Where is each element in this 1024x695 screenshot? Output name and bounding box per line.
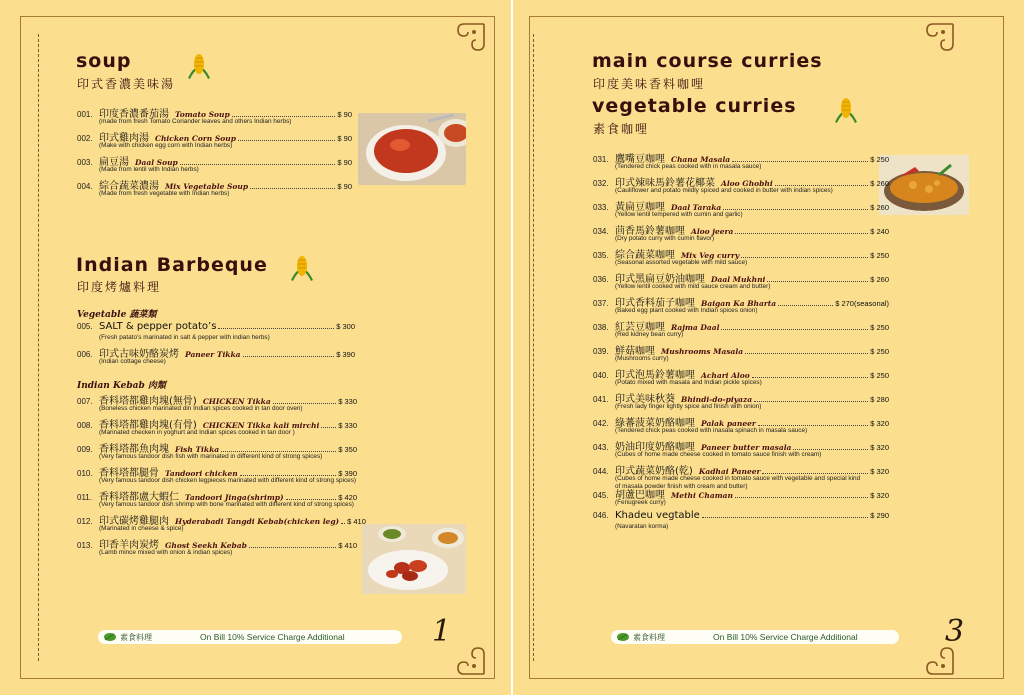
menu-item xyxy=(593,486,889,510)
item-number: 010. xyxy=(77,469,93,478)
leader-dots xyxy=(321,420,336,428)
item-price: $ 350 xyxy=(338,445,357,454)
leader-dots xyxy=(240,468,337,476)
item-number: 031. xyxy=(593,155,609,164)
item-name-chinese: 印式雞肉湯 xyxy=(99,133,149,144)
item-name-english: Achari Aloo xyxy=(701,371,750,380)
item-number: 003. xyxy=(77,158,93,167)
leader-dots xyxy=(286,492,337,500)
menu-page-left xyxy=(0,0,511,695)
leader-dots xyxy=(775,178,869,186)
item-name-chinese: 印香羊肉炭烤 xyxy=(99,540,159,551)
corner-ornament-icon xyxy=(452,22,486,56)
item-name-chinese: 印式古味奶酪炭烤 xyxy=(99,349,179,360)
item-description: (Potato mixed with masala and Indian pickle spices) xyxy=(615,379,762,386)
leader-dots xyxy=(762,466,868,474)
item-price: $ 250 xyxy=(870,371,889,380)
main-course-subtitle: 印度美味香料咖哩 xyxy=(593,77,706,91)
leader-dots xyxy=(735,490,868,498)
item-name-chinese: 印式碳烤雞腿肉 xyxy=(99,516,169,527)
item-name-chinese: 奶油印度奶酪咖哩 xyxy=(615,442,695,453)
leader-dots xyxy=(767,274,868,282)
soup-subtitle: 印式香濃美味湯 xyxy=(77,77,176,91)
item-name-chinese: 印式辣味馬鈴薯花椰菜 xyxy=(615,178,715,189)
item-description: (Dry potato curry with cumin flavor) xyxy=(615,235,715,242)
item-price: $ 90 xyxy=(337,110,352,119)
leader-dots xyxy=(723,202,868,210)
item-name-chinese: 綜合蔬菜咖哩 xyxy=(615,250,675,261)
item-number: 009. xyxy=(77,445,93,454)
item-price: $ 300 xyxy=(336,322,355,331)
leader-dots xyxy=(702,510,868,518)
item-number: 002. xyxy=(77,134,93,143)
chana-masala-photo xyxy=(879,155,969,215)
menu-item xyxy=(77,321,355,345)
item-name-english: Bhindi-do-piyaza xyxy=(681,395,753,404)
item-price: $ 290 xyxy=(870,511,889,520)
item-number: 007. xyxy=(77,397,93,406)
item-number: 046. xyxy=(593,511,609,520)
item-price: $ 250 xyxy=(870,347,889,356)
item-number: 037. xyxy=(593,299,609,308)
leader-dots xyxy=(793,442,868,450)
item-number: 036. xyxy=(593,275,609,284)
item-name-chinese: 印度香濃番茄湯 xyxy=(99,109,169,120)
tomato-soup-photo xyxy=(358,113,466,185)
menu-item xyxy=(593,342,889,366)
item-name-chinese: 扁豆湯 xyxy=(99,157,129,168)
item-price: $ 320 xyxy=(870,491,889,500)
item-price: $ 260 xyxy=(870,275,889,284)
menu-item xyxy=(77,345,355,369)
main-course-title: main course curries xyxy=(592,50,823,72)
vegetarian-label-text: 素食料理 xyxy=(633,632,665,642)
item-description: (Indian cottage cheese) xyxy=(99,358,166,365)
item-name-chinese: 香料塔都雞肉塊(有骨) xyxy=(99,420,197,431)
item-description: (Very famous tandoor dish fish with marinated in different kind of strong spices) xyxy=(99,453,323,460)
soup-title: soup xyxy=(76,50,132,72)
item-price: $ 90 xyxy=(337,182,352,191)
corn-icon xyxy=(287,254,317,284)
item-name-english: Mix Veg curry xyxy=(681,251,740,260)
item-description: (Fenugreek curry) xyxy=(615,499,666,506)
menu-item xyxy=(593,270,889,294)
item-price: $ 330 xyxy=(338,397,357,406)
vegetable-curries-subtitle: 素食咖哩 xyxy=(593,122,650,136)
menu-item xyxy=(593,294,889,318)
item-description: (Cubes of home made cheese cooked in tomato sauce finish with cream) xyxy=(615,451,822,458)
menu-item xyxy=(77,536,357,560)
leader-dots xyxy=(741,250,868,258)
item-name-english: Mix Vegetable Soup xyxy=(165,182,249,191)
item-number: 008. xyxy=(77,421,93,430)
leader-dots xyxy=(243,349,335,357)
item-price: $ 320 xyxy=(870,443,889,452)
menu-item xyxy=(593,462,889,490)
item-description: (Fresh patato’s marinated in salt & pepper with indian herbs) xyxy=(99,334,270,341)
item-description: (Marinated checken in yoghurt and Indian spices cooked in tan door ) xyxy=(99,429,295,436)
menu-item xyxy=(593,510,889,534)
item-description: (Lamb mince mixed with onion & indian spices) xyxy=(99,549,233,556)
item-description: (Made from fresh vegetable with Indian herbs) xyxy=(99,190,230,197)
item-name-chinese: 茴香馬鈴薯咖哩 xyxy=(615,226,685,237)
corner-ornament-icon xyxy=(921,22,955,56)
item-name-chinese: 綠蕃菠菜奶酪咖哩 xyxy=(615,418,695,429)
item-description: (Yellow lentil tempered with cumin and garlic) xyxy=(615,211,743,218)
item-price: $ 280 xyxy=(870,395,889,404)
item-number: 004. xyxy=(77,182,93,191)
item-name-chinese: 印式泡馬鈴薯咖哩 xyxy=(615,370,695,381)
service-charge-note: On Bill 10% Service Charge Additional xyxy=(713,632,858,642)
item-number: 043. xyxy=(593,443,609,452)
vegetarian-label xyxy=(617,632,665,643)
item-description: (Seasonal assorted vegetable with mild sauce) xyxy=(615,259,748,266)
item-number: 035. xyxy=(593,251,609,260)
item-description: (Boneless chicken marinated din Indian spices cooked in tan door oven) xyxy=(99,405,303,412)
item-name-english: Daal Taraka xyxy=(671,203,722,212)
item-number: 006. xyxy=(77,350,93,359)
item-number: 042. xyxy=(593,419,609,428)
corn-icon xyxy=(184,52,214,82)
item-name-english: Tandoori Jinga(shrimp) xyxy=(185,493,284,502)
item-number: 001. xyxy=(77,110,93,119)
item-name-english: CHICKEN Tikka xyxy=(202,397,271,406)
bbq-title: Indian Barbeque xyxy=(76,254,268,276)
item-number: 041. xyxy=(593,395,609,404)
item-name-chinese: 香料塔都魚肉塊 xyxy=(99,444,169,455)
item-price: $ 250 xyxy=(870,323,889,332)
menu-item xyxy=(77,464,357,488)
leader-dots xyxy=(249,540,336,548)
item-name-english: Palak paneer xyxy=(701,419,756,428)
item-name-english: Paneer butter masala xyxy=(701,443,792,452)
item-name-english: CHICKEN Tikka kali mirchi xyxy=(202,421,320,430)
item-name-english: Baigan Ka Bharta xyxy=(701,299,777,308)
menu-item xyxy=(593,174,889,198)
leader-dots xyxy=(221,444,336,452)
item-description: (Yellow lentil cooked with mild sauce cream and butter) xyxy=(615,283,771,290)
menu-item xyxy=(593,150,889,174)
item-description: (Baked egg plant cooked with Indian spices onion) xyxy=(615,307,758,314)
menu-item xyxy=(593,222,889,246)
item-price: $ 260 xyxy=(870,203,889,212)
footer-bar xyxy=(611,630,899,644)
item-description: (Red kidney bean curry) xyxy=(615,331,684,338)
item-number: 011. xyxy=(77,493,92,502)
menu-item xyxy=(77,392,357,416)
menu-item xyxy=(593,198,889,222)
item-name-chinese: 鷹嘴豆咖哩 xyxy=(615,154,665,165)
item-price: $ 320 xyxy=(870,419,889,428)
item-price: $ 270(seasonal) xyxy=(835,299,889,308)
item-number: 044. xyxy=(593,467,609,476)
vegetable-subheading: Vegetable 蔬菜類 xyxy=(77,310,157,320)
item-name-english: Fish Tikka xyxy=(175,445,220,454)
menu-item xyxy=(593,390,889,414)
item-description: (Very famous tandoor dish shrimp with bone marinated with different kind of strong spices) xyxy=(99,501,354,508)
menu-item xyxy=(593,246,889,270)
leaf-icon xyxy=(104,632,116,642)
item-price: $ 320 xyxy=(870,467,889,476)
leader-dots xyxy=(721,322,868,330)
tandoori-photo xyxy=(362,524,466,594)
item-price: $ 250 xyxy=(870,251,889,260)
item-name-chinese: 黃扁豆咖哩 xyxy=(615,202,665,213)
item-name-chinese: Khadeu vegtable xyxy=(615,510,700,521)
footer-bar xyxy=(98,630,402,644)
item-number: 034. xyxy=(593,227,609,236)
item-name-chinese: 鮮菇咖哩 xyxy=(615,346,655,357)
menu-item xyxy=(593,366,889,390)
menu-item xyxy=(77,177,352,201)
leader-dots xyxy=(735,226,868,234)
kebab-subheading: Indian Kebab 肉類 xyxy=(77,381,166,391)
menu-page-right xyxy=(513,0,1024,695)
item-description: (Cauliflower and potato mildly spiced and cooked in butter with indian spices) xyxy=(615,187,833,194)
item-name-chinese: 印式美味秋葵 xyxy=(615,394,675,405)
corn-icon xyxy=(831,96,861,126)
service-charge-note: On Bill 10% Service Charge Additional xyxy=(200,632,345,642)
item-name-english: Ghost Seekh Kebab xyxy=(165,541,247,550)
leader-dots xyxy=(238,133,335,141)
page-number: 1 xyxy=(432,614,452,649)
item-number: 013. xyxy=(77,541,93,550)
item-price: $ 90 xyxy=(337,158,352,167)
item-price: $ 240 xyxy=(870,227,889,236)
item-name-chinese: 香料塔都腿骨 xyxy=(99,468,159,479)
item-name-english: Chana Masala xyxy=(671,155,731,164)
menu-item xyxy=(77,129,352,153)
leader-dots xyxy=(778,298,833,306)
item-price: $ 330 xyxy=(338,421,357,430)
leader-dots xyxy=(758,418,868,426)
menu-item xyxy=(77,416,357,440)
leader-dots xyxy=(745,346,868,354)
leader-dots xyxy=(273,396,336,404)
item-name-chinese: SALT & pepper potato’s xyxy=(99,321,217,332)
item-name-chinese: 綜合蔬菜濃湯 xyxy=(99,181,159,192)
menu-item xyxy=(593,318,889,342)
item-number: 033. xyxy=(593,203,609,212)
leader-dots xyxy=(250,181,335,189)
item-price: $ 250 xyxy=(870,155,889,164)
leader-dots xyxy=(754,394,868,402)
item-number: 005. xyxy=(77,322,93,331)
item-number: 045. xyxy=(593,491,609,500)
leaf-icon xyxy=(617,632,629,642)
item-description: (Fresh lady finger lightly spice and finish with onion) xyxy=(615,403,762,410)
item-name-english: Kadhai Paneer xyxy=(698,467,761,476)
item-name-chinese: 香料塔都雞肉塊(無骨) xyxy=(99,396,197,407)
menu-item xyxy=(77,512,366,536)
item-description: (Very famous tandoor dish chicken legpieces marinated with different kind of strong spices) xyxy=(99,477,357,484)
item-description: (Marinated in cheese & spice) xyxy=(99,525,184,532)
item-name-english: Hyderabadi Tangdi Kebab(chicken leg) xyxy=(175,517,340,526)
item-description: (Make with chicken egg corn with Indian herbs) xyxy=(99,142,233,149)
item-name-chinese: 紅芸豆咖哩 xyxy=(615,322,665,333)
item-name-english: Chicken Corn Soup xyxy=(155,134,236,143)
item-price: $ 90 xyxy=(337,134,352,143)
dashed-guide xyxy=(533,34,534,661)
item-description: (made from fresh Tomato Coriander leaves and others Indian herbs) xyxy=(99,118,292,125)
menu-item xyxy=(77,440,357,464)
item-price: $ 390 xyxy=(338,469,357,478)
item-name-chinese: 香料塔都盧大蝦仁 xyxy=(99,492,179,503)
item-name-chinese: 印式蔬菜奶酪(乾) xyxy=(615,466,693,477)
item-description: (Mushrooms curry) xyxy=(615,355,669,362)
item-number: 040. xyxy=(593,371,609,380)
item-name-english: Tandoori chicken xyxy=(165,469,238,478)
item-name-chinese: 印式香料茄子咖哩 xyxy=(615,298,695,309)
item-name-english: Methi Chaman xyxy=(671,491,733,500)
item-number: 038. xyxy=(593,323,609,332)
item-price: $ 410 xyxy=(338,541,357,550)
item-name-english: Paneer Tikka xyxy=(185,350,241,359)
dashed-guide xyxy=(38,34,39,661)
menu-item xyxy=(77,153,352,177)
item-description-continued: of masala powder finish with cream and butter) xyxy=(615,483,748,490)
item-price: $ 390 xyxy=(336,350,355,359)
item-name-english: Aloo Ghobhi xyxy=(721,179,773,188)
vegetarian-label-text: 素食料理 xyxy=(120,632,152,642)
item-description: (Made from lentil with Indian herbs) xyxy=(99,166,199,173)
menu-item xyxy=(593,414,889,438)
item-name-english: Daal Soup xyxy=(135,158,178,167)
item-name-english: Tomato Soup xyxy=(175,110,230,119)
item-name-english: Daal Mukhni xyxy=(711,275,766,284)
item-price: $ 260 xyxy=(870,179,889,188)
item-description: (Tendered chick peas cooked with inasala spinach in masala sauce) xyxy=(615,427,808,434)
item-name-chinese: 印式黑扁豆奶油咖哩 xyxy=(615,274,705,285)
item-name-english: Aloo jeera xyxy=(691,227,734,236)
leader-dots xyxy=(341,516,345,524)
item-name-english: Rajma Daal xyxy=(671,323,720,332)
leader-dots xyxy=(752,370,868,378)
leader-dots xyxy=(232,109,336,117)
item-number: 012. xyxy=(77,517,93,526)
item-price: $ 410 xyxy=(347,517,366,526)
bbq-subtitle: 印度烤爐料理 xyxy=(77,280,162,294)
leader-dots xyxy=(218,321,334,329)
leader-dots xyxy=(180,157,336,165)
vegetable-curries-title: vegetable curries xyxy=(592,95,797,117)
item-number: 039. xyxy=(593,347,609,356)
item-description: (Tendered chick peas cooked with in masala sauce) xyxy=(615,163,762,170)
corner-ornament-icon xyxy=(452,642,486,676)
menu-item xyxy=(77,488,357,512)
item-name-chinese: 胡蘆巴咖哩 xyxy=(615,490,665,501)
menu-item xyxy=(77,105,352,129)
item-description: (Navaratan korma) xyxy=(615,523,669,530)
page-number: 3 xyxy=(945,614,965,649)
item-price: $ 420 xyxy=(338,493,357,502)
item-description: (Cubes of home made cheese cooked in tomato sauce with vegetable and special kind xyxy=(615,475,861,482)
vegetarian-label xyxy=(104,632,152,643)
menu-item xyxy=(593,438,889,462)
item-number: 032. xyxy=(593,179,609,188)
leader-dots xyxy=(732,154,868,162)
item-name-english: Mushrooms Masala xyxy=(661,347,744,356)
